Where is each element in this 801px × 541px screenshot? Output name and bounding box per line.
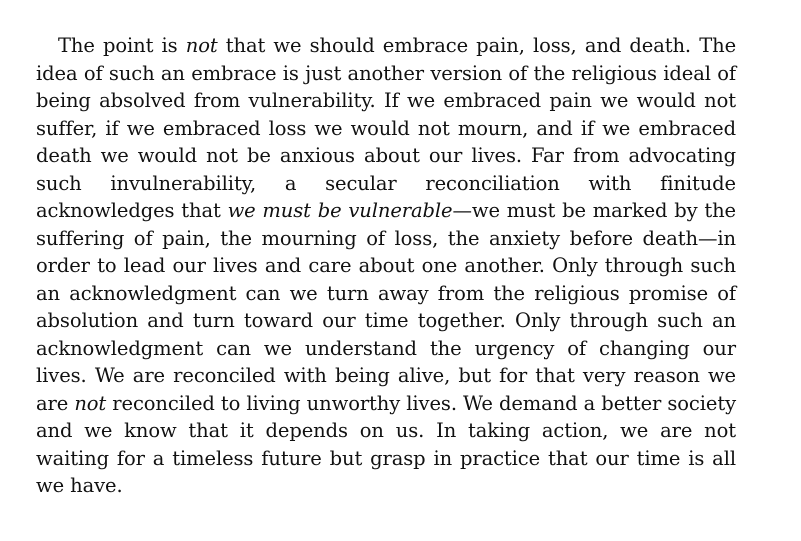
italic-text-run: we must be vulnerable — [227, 199, 453, 222]
document-page — [36, 32, 736, 500]
text-run: that we should embrace pain, loss, and death. The idea of such an embrace is just another version of the religious ideal of being absolved from vulnerability. If we embraced pain we would not suffer, if we embraced loss we would not mourn, and if we embraced death we would not be anxious about our lives. Far from advocating such invulnerability, a secular reconciliation with finitude acknowledges that — [36, 34, 737, 222]
italic-text-run: not — [74, 391, 107, 415]
text-run: —we must be marked by the suffering of pain, the mourning of loss, the anxiety before death—in order to lead our lives and care about one another. Only through such an acknowledgment can we turn away from the religious promise of absolution and turn toward our time together. Only through such an acknowledgment can we understand the urgency of changing our lives. We are reconciled with being alive, but for that very reason we are — [36, 199, 736, 415]
italic-text-run: not — [185, 34, 218, 57]
text-run: The point is — [58, 34, 186, 57]
body-paragraph — [36, 32, 736, 500]
text-run: reconciled to living unworthy lives. We demand a better society and we know that it depends on us. In taking action, we are not waiting for a timeless future but grasp in practice that our time is all we have. — [36, 391, 736, 497]
